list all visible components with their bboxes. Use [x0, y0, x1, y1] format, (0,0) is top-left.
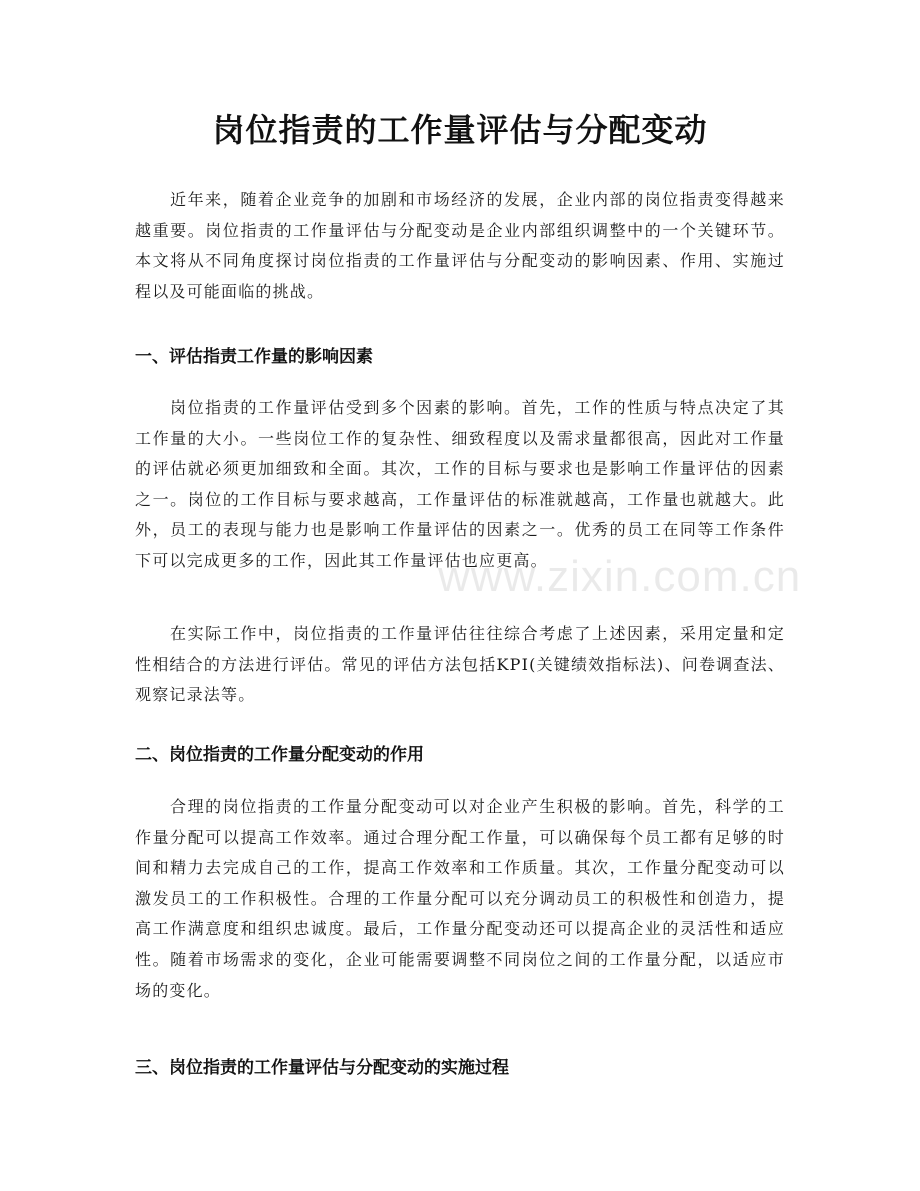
section-2-heading: 二、岗位指责的工作量分配变动的作用: [135, 745, 424, 765]
document-title: 岗位指责的工作量评估与分配变动: [212, 111, 708, 149]
section-1-paragraph-2: 在实际工作中，岗位指责的工作量评估往往综合考虑了上述因素，采用定量和定性相结合的方法进行评估。常见的评估方法包括KPI(关键绩效指标法)、问卷调查法、观察记录法等。: [135, 624, 785, 705]
intro-paragraph: 近年来，随着企业竞争的加剧和市场经济的发展，企业内部的岗位指责变得越来越重要。岗位指责的工作量评估与分配变动是企业内部组织调整中的一个关键环节。本文将从不同角度探讨岗位指责的工作量评估与分配变动的影响因素、作用、实施过程以及可能面临的挑战。: [135, 190, 785, 301]
section-1-paragraph-1: 岗位指责的工作量评估受到多个因素的影响。首先，工作的性质与特点决定了其工作量的大小。一些岗位工作的复杂性、细致程度以及需求量都很高，因此对工作量的评估就必须更加细致和全面。其次，工作的目标与要求也是影响工作量评估的因素之一。岗位的工作目标与要求越高，工作量评估的标准就越高，工作量也就越大。此外，员工的表现与能力也是影响工作量评估的因素之一。优秀的员工在同等工作条件下可以完成更多的工作，因此其工作量评估也应更高。: [135, 398, 785, 570]
section-2-paragraph-1: 合理的岗位指责的工作量分配变动可以对企业产生积极的影响。首先，科学的工作量分配可以提高工作效率。通过合理分配工作量，可以确保每个员工都有足够的时间和精力去完成自己的工作，提高工作效率和工作质量。其次，工作量分配变动可以激发员工的工作积极性。合理的工作量分配可以充分调动员工的积极性和创造力，提高工作满意度和组织忠诚度。最后，工作量分配变动还可以提高企业的灵活性和适应性。随着市场需求的变化，企业可能需要调整不同岗位之间的工作量分配，以适应市场的变化。: [135, 797, 785, 1000]
watermark-text: www.zixin.com.cn: [438, 552, 802, 601]
section-1-heading: 一、评估指责工作量的影响因素: [135, 347, 373, 367]
section-3-heading: 三、岗位指责的工作量评估与分配变动的实施过程: [135, 1058, 509, 1078]
